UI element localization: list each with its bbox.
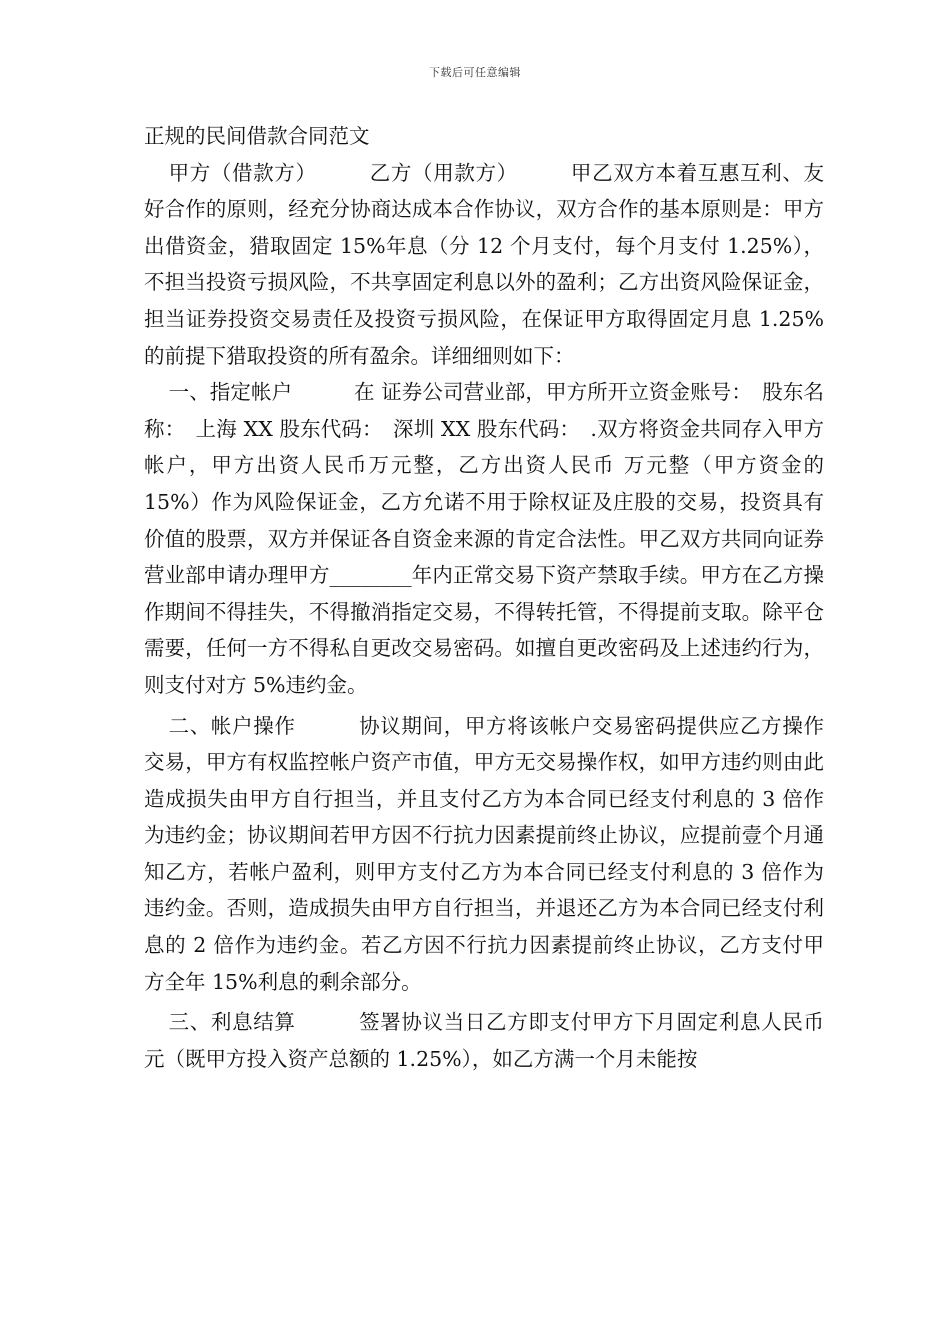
page-header: 下载后可任意编辑 — [429, 66, 521, 79]
document-title: 正规的民间借款合同范文 — [144, 124, 370, 148]
document-body — [144, 118, 824, 1077]
paragraph-section-2: 二、帐户操作 协议期间，甲方将该帐户交易密码提供应乙方操作交易，甲方有权监控帐户资产市值，甲方无交易操作权，如甲方违约则由此造成损失由甲方自行担当，并且支付乙方为本合同已经支付利息的 3 倍作为违约金；协议期间若甲方因不行抗力因素提前终止协议，应提前壹个月通知乙方，若帐户盈利，则甲方支付乙方为本合同已经支付利息的 3 倍作为违约金。否则，造成损失由甲方自行担当，并退还乙方为本合同已经支付利息的 2 倍作为违约金。若乙方因不行抗力因素提前终止协议，乙方支付甲方全年 15%利息的剩余部分。 — [144, 713, 824, 994]
paragraph-intro: 甲方（借款方） 乙方（用款方） 甲乙双方本着互惠互利、友好合作的原则，经充分协商达成本合作协议，双方合作的基本原则是：甲方出借资金，猎取固定 15%年息（分 12 个月支付，每个月支付 1.25%），不担当投资亏损风险，不共享固定利息以外的盈利；乙方出资风险保证金，担当证券投资交易责任及投资亏损风险，在保证甲方取得固定月息 1.25%的前提下猎取投资的所有盈余。详细细则如下： — [144, 160, 824, 368]
paragraph-section-3: 三、利息结算 签署协议当日乙方即支付甲方下月固定利息人民币 元（既甲方投入资产总额的 1.25%），如乙方满一个月未能按 — [144, 1010, 824, 1071]
paragraph-section-1: 一、指定帐户 在 证券公司营业部，甲方所开立资金账号： 股东名称： 上海 XX 股东代码： 深圳 XX 股东代码： .双方将资金共同存入甲方帐户，甲方出资人民币万元整，乙方出资人民币 万元整（甲方资金的 15%）作为风险保证金，乙方允诺不用于除权证及庄股的交易，投资具有价值的股票，双方并保证各自资金来源的肯定合法性。甲乙双方共同向证券营业部申请办理甲方________年内正常交易下资产禁取手续。甲方在乙方操作期间不得挂失，不得撤消指定交易，不得转托管，不得提前支取。除平仓需要，任何一方不得私自更改交易密码。如擅自更改密码及上述违约行为，则支付对方 5%违约金。 — [144, 380, 824, 697]
